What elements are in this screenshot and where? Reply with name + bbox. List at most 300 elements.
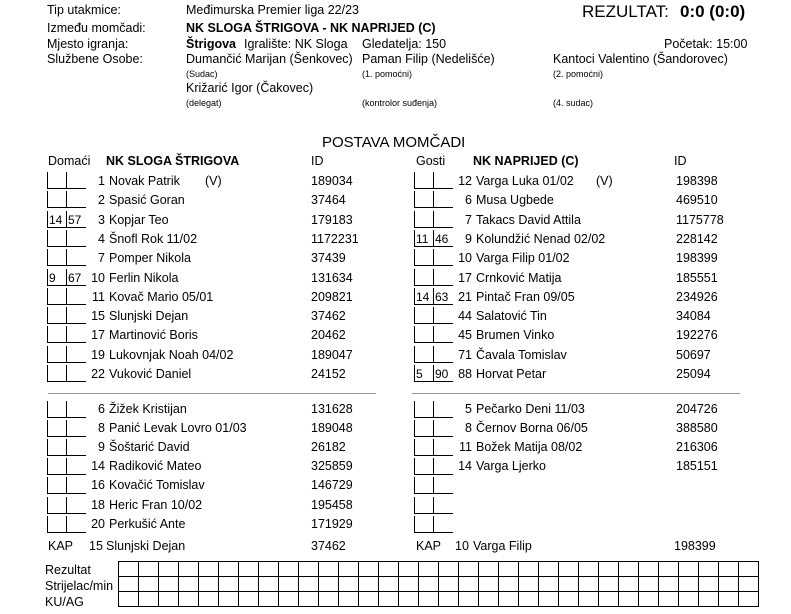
home-player-number: 3 [98, 213, 105, 227]
home-sub-in-number: 9 [49, 271, 56, 285]
away-sub-box-in[interactable] [414, 172, 434, 189]
scorer-grid-cell[interactable] [599, 577, 619, 592]
scorer-grid-cell[interactable] [539, 592, 559, 607]
away-sub-box-in[interactable] [414, 516, 434, 533]
home-sub-box-in[interactable] [47, 346, 67, 363]
scorer-grid-cell[interactable] [279, 562, 299, 577]
home-sub-name: Žižek Kristijan [109, 402, 187, 416]
away-player-id: 1175778 [676, 213, 724, 227]
home-sub-number: 18 [91, 498, 105, 512]
official-assistant2-role: (2. pomoćni) [553, 69, 604, 79]
home-sub-number: 8 [98, 421, 105, 435]
official-referee-role: (Sudac) [186, 69, 218, 79]
away-sub-number: 8 [465, 421, 472, 435]
home-sub-box-min[interactable] [66, 439, 86, 456]
scorer-grid-cell[interactable] [619, 592, 639, 607]
home-sub-box-in[interactable] [47, 191, 67, 208]
teams-value: NK SLOGA ŠTRIGOVA - NK NAPRIJED (C) [186, 21, 436, 35]
away-player-name: Horvat Petar [476, 367, 547, 381]
home-sub-number: 16 [91, 478, 105, 492]
home-separator [48, 393, 376, 394]
scorer-grid-cell[interactable] [359, 562, 379, 577]
home-player-number: 11 [92, 290, 105, 304]
scorer-grid-row [119, 577, 759, 592]
home-sub-box-min[interactable] [66, 516, 86, 533]
scorer-grid-cell[interactable] [659, 592, 679, 607]
home-sub-box-in[interactable] [47, 365, 67, 382]
scorer-grid-cell[interactable] [619, 562, 639, 577]
home-sub-box-in[interactable] [47, 477, 67, 494]
scorer-grid-cell[interactable] [559, 562, 579, 577]
scorer-grid-cell[interactable] [439, 577, 459, 592]
scorer-grid-cell[interactable] [359, 592, 379, 607]
away-sub-box-in[interactable] [414, 420, 434, 437]
scorer-grid-cell[interactable] [199, 562, 219, 577]
scorer-grid-cell[interactable] [119, 592, 139, 607]
home-player-id: 37439 [311, 251, 346, 265]
teams-label: Između momčadi: [47, 21, 146, 35]
scorer-grid-cell[interactable] [719, 577, 739, 592]
scorer-grid-cell[interactable] [659, 577, 679, 592]
scorer-grid-cell[interactable] [659, 562, 679, 577]
away-player-number: 9 [465, 232, 472, 246]
scorer-grid[interactable] [118, 561, 759, 607]
away-player-number: 88 [458, 367, 472, 381]
scorer-grid-cell[interactable] [339, 577, 359, 592]
scorer-grid-cell[interactable] [519, 577, 539, 592]
away-sub-box-min[interactable] [433, 211, 453, 228]
footer-kuag-label: KU/AG [45, 595, 84, 609]
scorer-grid-cell[interactable] [239, 577, 259, 592]
official-fourth-role: (4. sudac) [553, 98, 594, 108]
scorer-grid-cell[interactable] [599, 592, 619, 607]
away-player-number: 12 [458, 174, 472, 188]
scorer-grid-cell[interactable] [379, 577, 399, 592]
away-player-id: 192276 [676, 328, 718, 342]
away-player-id: 34084 [676, 309, 711, 323]
home-sub-id: 171929 [311, 517, 353, 531]
home-sub-box-min[interactable] [66, 191, 86, 208]
scorer-grid-cell[interactable] [199, 592, 219, 607]
scorer-grid-cell[interactable] [359, 577, 379, 592]
home-sub-id: 195458 [311, 498, 353, 512]
scorer-grid-cell[interactable] [519, 592, 539, 607]
scorer-grid-cell[interactable] [399, 562, 419, 577]
away-sub-box-min[interactable] [433, 439, 453, 456]
away-sub-name: Černov Borna 06/05 [476, 421, 588, 435]
official-assistant2-name: Kantoci Valentino (Šandorovec) [553, 52, 728, 66]
away-player-number: 44 [458, 309, 472, 323]
away-player-name: Kolundžić Nenad 02/02 [476, 232, 606, 246]
scorer-grid-cell[interactable] [579, 562, 599, 577]
scorer-grid-cell[interactable] [319, 577, 339, 592]
away-id-header: ID [674, 154, 687, 168]
scorer-grid-cell[interactable] [399, 577, 419, 592]
scorer-grid-cell[interactable] [179, 592, 199, 607]
home-sub-minute: 67 [68, 271, 82, 285]
away-player-name: Čavala Tomislav [476, 348, 567, 362]
away-player-name: Takacs David Attila [476, 213, 581, 227]
home-team-name: NK SLOGA ŠTRIGOVA [106, 154, 240, 168]
away-captain-label: KAP [416, 539, 442, 553]
away-sub-number: 11 [459, 440, 472, 454]
scorer-grid-cell[interactable] [299, 592, 319, 607]
scorer-grid-cell[interactable] [699, 562, 719, 577]
away-player-name: Brumen Vinko [476, 328, 555, 342]
away-player-name: Salatović Tin [476, 309, 547, 323]
scorer-grid-cell[interactable] [239, 592, 259, 607]
home-sub-box-min[interactable] [66, 497, 86, 514]
home-sub-number: 14 [91, 459, 105, 473]
scorer-grid-cell[interactable] [539, 577, 559, 592]
home-player-id: 37462 [311, 309, 346, 323]
scorer-grid-cell[interactable] [339, 592, 359, 607]
scorer-grid-cell[interactable] [419, 562, 439, 577]
home-sub-number: 9 [98, 440, 105, 454]
scorer-grid-cell[interactable] [419, 592, 439, 607]
venue-value: Štrigova [186, 37, 237, 51]
away-sub-in-number: 14 [416, 290, 430, 304]
home-player-id: 131634 [311, 271, 353, 285]
scorer-grid-cell[interactable] [619, 577, 639, 592]
away-player-id: 25094 [676, 367, 711, 381]
home-sub-name: Kovačić Tomislav [109, 478, 205, 492]
home-sub-box-in[interactable] [47, 172, 67, 189]
away-sub-box-min[interactable] [433, 401, 453, 418]
home-sub-in-number: 14 [49, 213, 63, 227]
away-sub-box-min[interactable] [433, 326, 453, 343]
home-captain-label: KAP [48, 539, 74, 553]
home-player-number: 1 [98, 174, 105, 188]
scorer-grid-cell[interactable] [499, 562, 519, 577]
kickoff-value: Početak: 15:00 [664, 37, 748, 51]
scorer-grid-cell[interactable] [719, 562, 739, 577]
away-sub-box-in[interactable] [414, 401, 434, 418]
home-player-role: (V) [205, 174, 222, 188]
away-player-name: Pintač Fran 09/05 [476, 290, 575, 304]
away-sub-id: 185151 [676, 459, 718, 473]
scorer-grid-cell[interactable] [739, 592, 759, 607]
away-sub-box-in[interactable] [414, 326, 434, 343]
away-player-role: (V) [596, 174, 613, 188]
home-player-name: Ferlin Nikola [109, 271, 179, 285]
scorer-grid-cell[interactable] [259, 592, 279, 607]
away-captain-id: 198399 [674, 539, 716, 553]
scorer-grid-cell[interactable] [139, 562, 159, 577]
scorer-grid-cell[interactable] [299, 577, 319, 592]
home-sub-box-in[interactable] [47, 326, 67, 343]
home-id-header: ID [311, 154, 324, 168]
away-sub-box-min[interactable] [433, 191, 453, 208]
away-player-number: 45 [458, 328, 472, 342]
scorer-grid-cell[interactable] [539, 562, 559, 577]
home-sub-number: 6 [98, 402, 105, 416]
scorer-grid-cell[interactable] [439, 592, 459, 607]
away-sub-number: 5 [465, 402, 472, 416]
pitch-value: Igralište: NK Sloga [244, 37, 348, 51]
home-player-name: Martinović Boris [109, 328, 198, 342]
away-player-id: 198399 [676, 251, 718, 265]
scorer-grid-cell[interactable] [219, 562, 239, 577]
lineup-title: POSTAVA MOMČADI [322, 134, 466, 151]
away-player-id: 198398 [676, 174, 718, 188]
away-sub-box-in[interactable] [414, 346, 434, 363]
away-sub-box-min[interactable] [433, 497, 453, 514]
scorer-grid-cell[interactable] [499, 577, 519, 592]
away-sub-box-min[interactable] [433, 458, 453, 475]
away-sub-minute: 46 [435, 232, 449, 246]
scorer-grid-cell[interactable] [119, 562, 139, 577]
home-sub-name: Panić Levak Lovro 01/03 [109, 421, 247, 435]
home-player-id: 179183 [311, 213, 353, 227]
home-sub-box-min[interactable] [66, 249, 86, 266]
scorer-grid-cell[interactable] [719, 592, 739, 607]
home-captain-name: Slunjski Dejan [106, 539, 186, 553]
home-sub-box-in[interactable] [47, 516, 67, 533]
officials-label: Službene Osobe: [47, 52, 143, 66]
home-player-id: 37464 [311, 193, 346, 207]
scorer-grid-cell[interactable] [419, 577, 439, 592]
away-player-number: 7 [465, 213, 472, 227]
home-sub-id: 189048 [311, 421, 353, 435]
away-sub-box-in[interactable] [414, 191, 434, 208]
match-type-label: Tip utakmice: [47, 3, 121, 17]
away-player-id: 50697 [676, 348, 711, 362]
scorer-grid-cell[interactable] [739, 562, 759, 577]
scorer-grid-cell[interactable] [519, 562, 539, 577]
scorer-grid-cell[interactable] [159, 562, 179, 577]
scorer-grid-cell[interactable] [379, 592, 399, 607]
away-team-name: NK NAPRIJED (C) [473, 154, 579, 168]
official-referee-name: Dumančić Marijan (Šenkovec) [186, 52, 353, 66]
scorer-grid-cell[interactable] [379, 562, 399, 577]
home-sub-box-in[interactable] [47, 230, 67, 247]
home-sub-id: 325859 [311, 459, 353, 473]
home-sub-name: Heric Fran 10/02 [109, 498, 203, 512]
home-sub-box-in[interactable] [47, 401, 67, 418]
home-sub-box-in[interactable] [47, 458, 67, 475]
official-controller-role: (kontrolor suđenja) [362, 98, 438, 108]
scorer-grid-cell[interactable] [259, 577, 279, 592]
scorer-grid-cell[interactable] [319, 592, 339, 607]
home-player-name: Novak Patrik [109, 174, 180, 188]
scorer-grid-cell[interactable] [459, 562, 479, 577]
scorer-grid-cell[interactable] [739, 577, 759, 592]
away-sub-box-in[interactable] [414, 439, 434, 456]
official-assistant1-role: (1. pomoćni) [362, 69, 413, 79]
scorer-grid-cell[interactable] [139, 577, 159, 592]
home-captain-number: 15 [89, 539, 103, 553]
scorer-grid-cell[interactable] [219, 592, 239, 607]
scorer-grid-cell[interactable] [239, 562, 259, 577]
away-sub-name: Pečarko Deni 11/03 [476, 402, 585, 416]
home-player-number: 4 [98, 232, 105, 246]
scorer-grid-cell[interactable] [579, 592, 599, 607]
away-side-label: Gosti [416, 154, 446, 168]
home-sub-box-min[interactable] [66, 477, 86, 494]
venue-label: Mjesto igranja: [47, 37, 129, 51]
home-sub-box-min[interactable] [66, 420, 86, 437]
away-sub-box-in[interactable] [414, 477, 434, 494]
away-sub-number: 14 [458, 459, 472, 473]
away-sub-name: Božek Matija 08/02 [476, 440, 583, 454]
scorer-grid-cell[interactable] [679, 592, 699, 607]
away-sub-box-in[interactable] [414, 458, 434, 475]
scorer-grid-cell[interactable] [159, 592, 179, 607]
home-sub-box-in[interactable] [47, 439, 67, 456]
away-sub-id: 204726 [676, 402, 718, 416]
home-player-number: 7 [98, 251, 105, 265]
home-player-name: Šnofl Rok 11/02 [109, 232, 198, 246]
scorer-grid-cell[interactable] [279, 577, 299, 592]
home-sub-box-in[interactable] [47, 249, 67, 266]
scorer-grid-cell[interactable] [579, 577, 599, 592]
away-sub-box-min[interactable] [433, 420, 453, 437]
home-sub-name: Radiković Mateo [109, 459, 202, 473]
scorer-grid-cell[interactable] [679, 562, 699, 577]
home-player-id: 24152 [311, 367, 346, 381]
away-sub-minute: 63 [435, 290, 449, 304]
home-player-name: Kovač Mario 05/01 [109, 290, 214, 304]
away-sub-box-in[interactable] [414, 249, 434, 266]
official-delegate-role: (delegat) [186, 98, 222, 108]
home-sub-box-min[interactable] [66, 172, 86, 189]
scorer-grid-cell[interactable] [179, 577, 199, 592]
scorer-grid-cell[interactable] [699, 577, 719, 592]
scorer-grid-cell[interactable] [679, 577, 699, 592]
match-type-value: Međimurska Premier liga 22/23 [186, 3, 359, 17]
home-player-name: Slunjski Dejan [109, 309, 189, 323]
scorer-grid-cell[interactable] [639, 562, 659, 577]
away-sub-name: Varga Ljerko [476, 459, 546, 473]
home-player-id: 209821 [311, 290, 353, 304]
scorer-grid-cell[interactable] [179, 562, 199, 577]
scorer-grid-cell[interactable] [459, 577, 479, 592]
home-player-id: 189034 [311, 174, 353, 188]
away-separator [412, 393, 740, 394]
home-sub-number: 20 [91, 517, 105, 531]
home-player-number: 10 [91, 271, 105, 285]
scorer-grid-cell[interactable] [259, 562, 279, 577]
scorer-grid-cell[interactable] [139, 592, 159, 607]
scorer-grid-cell[interactable] [699, 592, 719, 607]
away-captain-name: Varga Filip [473, 539, 532, 553]
scorer-grid-cell[interactable] [199, 577, 219, 592]
home-sub-id: 146729 [311, 478, 353, 492]
scorer-grid-cell[interactable] [299, 562, 319, 577]
scorer-grid-cell[interactable] [499, 592, 519, 607]
away-player-name: Crnković Matija [476, 271, 562, 285]
scorer-grid-cell[interactable] [479, 562, 499, 577]
official-delegate-name: Križarić Igor (Čakovec) [186, 81, 314, 95]
result-value: 0:0 (0:0) [680, 2, 746, 21]
scorer-grid-cell[interactable] [599, 562, 619, 577]
home-sub-box-min[interactable] [66, 288, 86, 305]
away-sub-id: 216306 [676, 440, 718, 454]
home-sub-minute: 57 [68, 213, 82, 227]
away-player-id: 185551 [676, 271, 718, 285]
scorer-grid-cell[interactable] [279, 592, 299, 607]
home-sub-box-in[interactable] [47, 288, 67, 305]
away-player-name: Varga Filip 01/02 [476, 251, 570, 265]
away-sub-box-in[interactable] [414, 497, 434, 514]
home-sub-name: Šoštarić David [109, 440, 190, 454]
home-player-name: Pomper Nikola [109, 251, 191, 265]
away-player-name: Varga Luka 01/02 [476, 174, 574, 188]
scorer-grid-cell[interactable] [319, 562, 339, 577]
scorer-grid-cell[interactable] [339, 562, 359, 577]
home-sub-id: 131628 [311, 402, 353, 416]
away-player-id: 469510 [676, 193, 718, 207]
away-player-number: 6 [465, 193, 472, 207]
away-sub-box-min[interactable] [433, 516, 453, 533]
home-sub-box-min[interactable] [66, 326, 86, 343]
away-sub-minute: 90 [435, 367, 449, 381]
scorer-grid-row [119, 562, 759, 577]
away-sub-box-min[interactable] [433, 249, 453, 266]
home-player-number: 2 [98, 193, 105, 207]
home-player-name: Kopjar Teo [109, 213, 169, 227]
home-sub-box-in[interactable] [47, 420, 67, 437]
scorer-grid-cell[interactable] [459, 592, 479, 607]
scorer-grid-cell[interactable] [219, 577, 239, 592]
scorer-grid-cell[interactable] [399, 592, 419, 607]
scorer-grid-cell[interactable] [559, 577, 579, 592]
away-player-id: 234926 [676, 290, 718, 304]
away-sub-in-number: 11 [416, 232, 429, 246]
away-player-number: 17 [458, 271, 472, 285]
home-sub-box-min[interactable] [66, 365, 86, 382]
away-sub-box-in[interactable] [414, 307, 434, 324]
away-sub-box-min[interactable] [433, 172, 453, 189]
away-sub-box-min[interactable] [433, 307, 453, 324]
scorer-grid-cell[interactable] [159, 577, 179, 592]
scorer-grid-cell[interactable] [559, 592, 579, 607]
home-sub-box-in[interactable] [47, 497, 67, 514]
scorer-grid-row [119, 592, 759, 607]
scorer-grid-cell[interactable] [119, 577, 139, 592]
home-player-name: Lukovnjak Noah 04/02 [109, 348, 234, 362]
scorer-grid-cell[interactable] [639, 577, 659, 592]
scorer-grid-cell[interactable] [639, 592, 659, 607]
scorer-grid-cell[interactable] [439, 562, 459, 577]
home-sub-box-min[interactable] [66, 458, 86, 475]
away-sub-box-in[interactable] [414, 269, 434, 286]
home-player-number: 15 [91, 309, 105, 323]
away-sub-box-min[interactable] [433, 269, 453, 286]
scorer-grid-cell[interactable] [479, 592, 499, 607]
footer-result-label: Rezultat [45, 563, 91, 577]
away-sub-box-min[interactable] [433, 346, 453, 363]
away-player-name: Musa Ugbede [476, 193, 554, 207]
home-player-name: Vuković Daniel [109, 367, 192, 381]
away-sub-id: 388580 [676, 421, 718, 435]
away-sub-box-in[interactable] [414, 211, 434, 228]
home-player-id: 1172231 [311, 232, 359, 246]
home-sub-box-min[interactable] [66, 307, 86, 324]
home-sub-box-in[interactable] [47, 307, 67, 324]
home-sub-box-min[interactable] [66, 230, 86, 247]
away-captain-number: 10 [455, 539, 469, 553]
scorer-grid-cell[interactable] [479, 577, 499, 592]
away-player-number: 10 [458, 251, 472, 265]
away-sub-box-min[interactable] [433, 477, 453, 494]
home-sub-box-min[interactable] [66, 401, 86, 418]
home-sub-box-min[interactable] [66, 346, 86, 363]
attendance-value: Gledatelja: 150 [362, 37, 447, 51]
home-player-id: 20462 [311, 328, 346, 342]
home-player-id: 189047 [311, 348, 353, 362]
